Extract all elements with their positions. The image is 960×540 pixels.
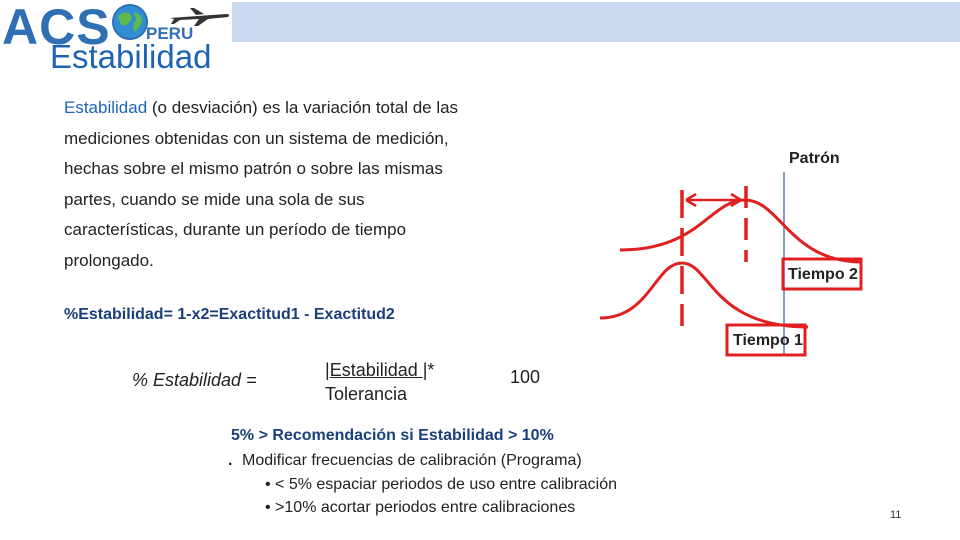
fraction-multiplier: 100 (510, 367, 541, 387)
slide-title: Estabilidad (50, 38, 212, 75)
recommendation-sub-item: • < 5% espaciar periodos de uso entre calibración (265, 476, 618, 493)
numerator-text: Estabilidad (329, 360, 423, 380)
globe-icon (110, 2, 150, 42)
logo-subtext: PERU (146, 24, 194, 43)
numerator-close: |* (422, 360, 435, 380)
recommendation-main: Modificar frecuencias de calibración (Programa) (242, 452, 582, 469)
tiempo1-label: Tiempo 1 (733, 332, 803, 349)
recommendation-bullet: . (228, 452, 233, 469)
patron-label: Patrón (789, 150, 840, 167)
definition-paragraph (64, 93, 474, 276)
page-number: 11 (890, 509, 902, 521)
stability-diagram (600, 140, 900, 360)
percent-stability-label: % Estabilidad = (132, 370, 257, 390)
recommendation-sub-item: • >10% acortar periodos entre calibraciones (265, 499, 576, 516)
definition-text: (o desviación) es la variación total de las mediciones obtenidas con un sistema de medición, hechas sobre el mismo patrón o sobre las mismas partes, cuando se mide una sola de sus características, durante un período de tiempo prolongado. (64, 98, 459, 270)
tiempo2-curve (620, 200, 862, 262)
airplane-icon (168, 4, 232, 28)
tiempo1-curve (600, 263, 808, 327)
definition-term: Estabilidad (64, 98, 148, 117)
formula-line: %Estabilidad= 1-x2=Exactitud1 - Exactitud2 (64, 306, 395, 323)
numerator-open: | (325, 360, 330, 380)
tiempo2-label: Tiempo 2 (788, 266, 858, 283)
fraction-numerator (325, 360, 434, 381)
logo-text: ACS (2, 0, 111, 55)
recommendation-title: 5% > Recomendación si Estabilidad > 10% (231, 427, 554, 444)
fraction-denominator: Tolerancia (325, 384, 408, 404)
header-bar (232, 2, 960, 42)
